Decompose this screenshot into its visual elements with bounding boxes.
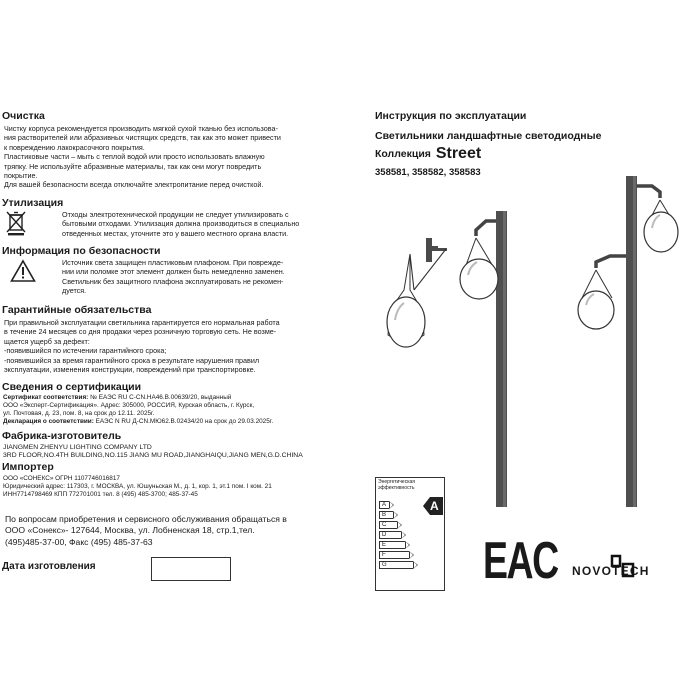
crossed-bin-icon bbox=[5, 210, 27, 236]
safety-heading: Информация по безопасности bbox=[2, 245, 161, 257]
text-line: -появившийся по истечении гарантийного срока; bbox=[4, 346, 167, 356]
energy-class-e: E bbox=[379, 541, 405, 549]
energy-class-c: C bbox=[379, 521, 397, 529]
disposal-text bbox=[62, 210, 299, 238]
energy-class-indicator bbox=[423, 497, 443, 515]
collection-label: Коллекция bbox=[375, 148, 431, 160]
manufacturer-text bbox=[3, 444, 303, 461]
brand-emblem-icon bbox=[610, 553, 638, 581]
text-line: ния растворителей или абразивных чистящих средств, так как это может привести bbox=[4, 133, 281, 143]
warning-triangle-icon bbox=[10, 259, 36, 283]
certificate-value: № ЕАЭС RU С-CN.НА46.В.00639/20, выданный bbox=[88, 394, 232, 401]
text-line: ИНН7714798469 КПП 772701001 тел. 8 (495) 485-3700; 485-37-45 bbox=[3, 491, 198, 498]
declaration-label: Декларация о соответствии: bbox=[3, 418, 94, 425]
energy-scale-row bbox=[379, 510, 413, 520]
eac-mark: EAC bbox=[483, 532, 558, 590]
model-numbers: 358581, 358582, 358583 bbox=[375, 167, 481, 178]
text-line: (495)485-37-00, Факс (495) 485-37-63 bbox=[5, 536, 153, 547]
declaration-line bbox=[3, 418, 273, 426]
text-line: бытовыми отходами. Утилизация должна производиться в специально bbox=[62, 219, 300, 229]
text-line: ООО «Эксперт-Сертификация». Адрес: 305000, РОССИЯ, Курская область, г. Курск, bbox=[3, 402, 255, 409]
energy-header-line: эффективность bbox=[378, 484, 415, 491]
text-line: к повреждению лакокрасочного покрытия. bbox=[4, 142, 145, 152]
wall-lamp-358581 bbox=[387, 238, 447, 347]
cleaning-heading: Очистка bbox=[2, 110, 45, 122]
post-lamp-358582 bbox=[460, 211, 507, 507]
energy-scale-row bbox=[379, 520, 413, 530]
importer-heading: Импортер bbox=[2, 461, 54, 473]
warranty-text bbox=[4, 318, 280, 374]
text-line: Пластиковые части – мыть с теплой водой или просто использовать влажную bbox=[4, 152, 265, 162]
text-line: отведенных местах, уточните это у вашего местного органа власти. bbox=[62, 228, 289, 238]
certificate-label: Сертификат соответствия: bbox=[3, 394, 89, 401]
disposal-heading: Утилизация bbox=[2, 197, 64, 209]
text-line: покрытие. bbox=[4, 171, 38, 181]
certification-text bbox=[3, 394, 273, 426]
text-line: При правильной эксплуатации светильника гарантируется его нормальная работа bbox=[4, 318, 280, 327]
certification-heading: Сведения о сертификации bbox=[2, 381, 142, 393]
energy-label bbox=[375, 477, 445, 591]
text-line: эксплуатации, изменения конструкции, повреждений при транспортировке. bbox=[4, 365, 256, 375]
text-line: Юридический адрес: 117303, г. МОСКВА, ул. Юшуньская М., д. 1, кор. 1, эт.1 пом. I ком. 21 bbox=[3, 483, 272, 490]
text-line: Для вашей безопасности всегда отключайте электропитание перед очисткой. bbox=[4, 180, 264, 190]
text-line: тряпку. Не используйте абразивные материалы, так как они могут повредить bbox=[4, 161, 262, 171]
warranty-heading: Гарантийные обязательства bbox=[2, 304, 152, 316]
energy-class-g: G bbox=[379, 561, 413, 569]
text-line: Источник света защищен пластиковым плафоном. При поврежде- bbox=[62, 258, 284, 267]
energy-class-f: F bbox=[379, 551, 409, 559]
energy-class-b: B bbox=[379, 511, 393, 519]
post-lamp-358583 bbox=[578, 176, 678, 507]
product-subtitle: Светильники ландшафтные светодиодные bbox=[375, 130, 602, 142]
text-line: -появившийся за время гарантийного срока в результате нарушения правил bbox=[4, 355, 260, 365]
safety-text bbox=[62, 258, 285, 296]
manufacture-date-box bbox=[151, 557, 231, 581]
energy-label-header bbox=[378, 480, 415, 491]
brand-logo bbox=[572, 553, 694, 583]
text-line: Светильник без защитного плафона эксплуатировать не рекомен- bbox=[62, 276, 284, 286]
manual-title: Инструкция по эксплуатации bbox=[375, 110, 527, 122]
manufacture-date-label: Дата изготовления bbox=[2, 561, 96, 572]
energy-scale-row bbox=[379, 530, 413, 540]
text-line: ООО «СОНЕКС» ОГРН 1107746016817 bbox=[3, 475, 120, 482]
brand-name: NOVOTECH bbox=[572, 564, 650, 578]
text-line: щается ущерб за дефект: bbox=[4, 336, 90, 346]
text-line: JIANGMEN ZHENYU LIGHTING COMPANY LTD bbox=[3, 444, 152, 451]
energy-scale-row bbox=[379, 500, 413, 510]
energy-scale bbox=[379, 500, 413, 570]
luminaire-illustration bbox=[370, 170, 690, 510]
importer-text bbox=[3, 475, 272, 499]
declaration-value: ЕАЭС N RU Д-CN.МЮ62.В.02434/20 на срок до 29.03.2025г. bbox=[93, 418, 274, 425]
energy-class-d: D bbox=[379, 531, 401, 539]
energy-scale-row bbox=[379, 540, 413, 550]
collection-line bbox=[375, 145, 481, 163]
text-line: Чистку корпуса рекомендуется производить мягкой сухой тканью без использова- bbox=[4, 124, 278, 133]
energy-scale-row bbox=[379, 550, 413, 560]
cleaning-text bbox=[4, 124, 281, 190]
energy-header-line: Энергетическая bbox=[378, 479, 415, 485]
certificate-line bbox=[3, 394, 273, 402]
energy-class-a: A bbox=[379, 501, 389, 509]
text-line: нии или поломке этот элемент должен быть немедленно заменен. bbox=[62, 267, 285, 277]
energy-scale-row bbox=[379, 560, 413, 570]
collection-name: Street bbox=[435, 145, 482, 162]
text-line: Отходы электротехнической продукции не следует утилизировать с bbox=[62, 210, 289, 219]
manufacturer-heading: Фабрика-изготовитель bbox=[2, 430, 122, 442]
contact-text bbox=[5, 514, 287, 548]
text-line: в течение 24 месяцев со дня продажи через розничную торговую сеть. Не возме- bbox=[4, 327, 277, 337]
text-line: дуется. bbox=[62, 286, 87, 296]
text-line: По вопросам приобретения и сервисного обслуживания обращаться в bbox=[5, 514, 287, 524]
text-line: ул. Почтовая, д. 23, пом. 8, на срок до 12.11. 2025г. bbox=[3, 410, 155, 417]
text-line: ООО «Сонекс»- 127644, Москва, ул. Лобненская 18, стр.1,тел. bbox=[5, 525, 255, 536]
energy-class-value: A bbox=[430, 499, 439, 513]
text-line: 3RD FLOOR,NO.4TH BUILDING,NO.115 JIANG MU ROAD,JIANGHAIQU,JIANG MEN,G.D.CHINA bbox=[3, 452, 303, 460]
